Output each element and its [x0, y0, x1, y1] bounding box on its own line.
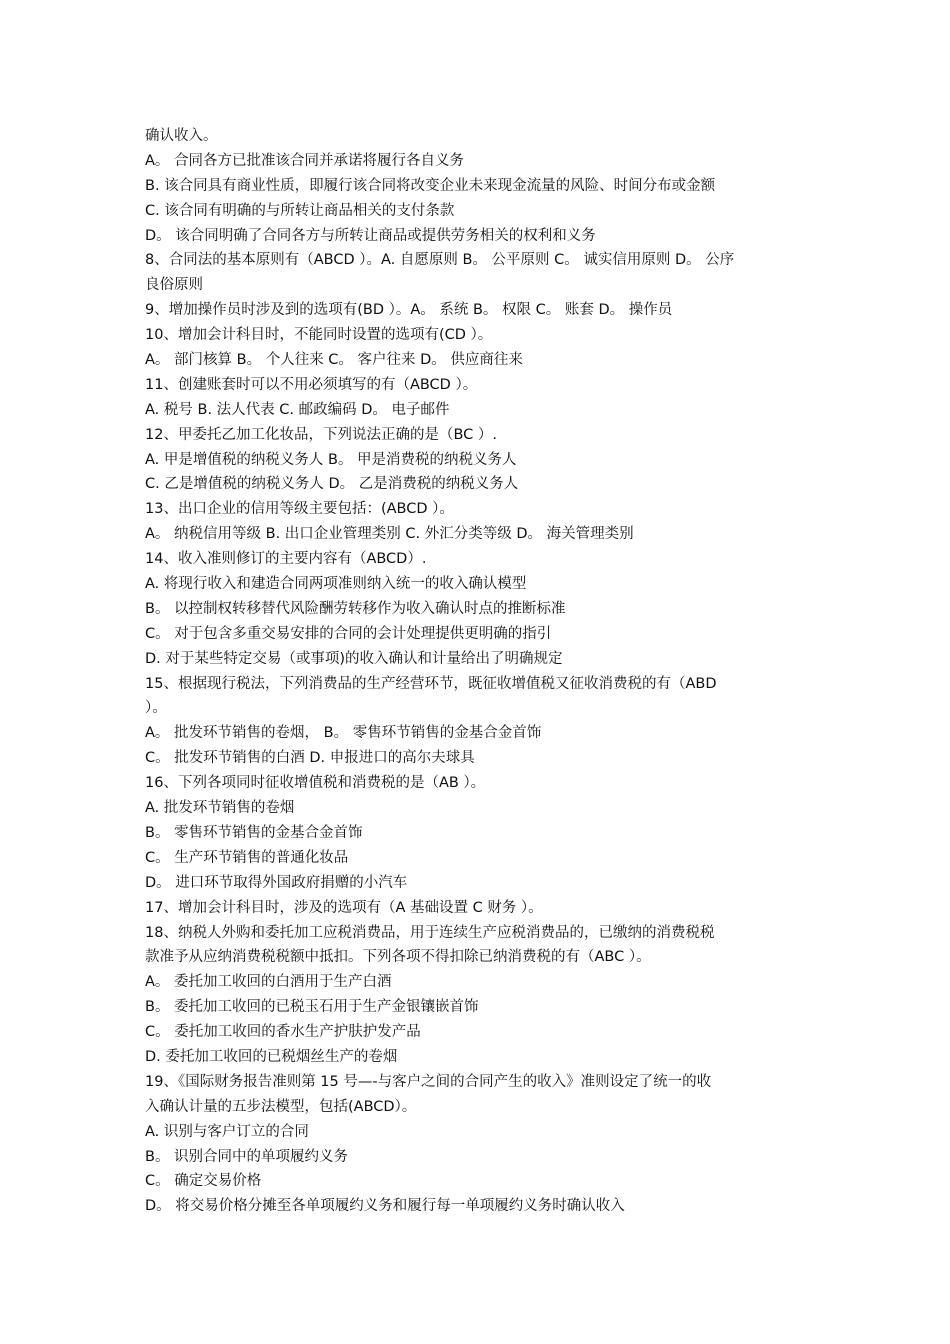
- text-line: C。 确定交易价格: [145, 1173, 262, 1190]
- text-line: A。 纳税信用等级 B. 出口企业管理类别 C. 外汇分类等级 D。 海关管理类别: [145, 526, 634, 543]
- text-line: 入确认计量的五步法模型，包括(ABCD）。: [145, 1098, 417, 1115]
- text-line: D。 将交易价格分摊至各单项履约义务和履行每一单项履约义务时确认收入: [145, 1198, 625, 1215]
- text-line: A。 合同各方已批准该合同并承诺将履行各自义务: [145, 152, 465, 169]
- text-line: C。 对于包含多重交易安排的合同的会计处理提供更明确的指引: [145, 625, 552, 642]
- text-line: B. 该合同具有商业性质，即履行该合同将改变企业未来现金流量的风险、时间分布或金额: [145, 177, 716, 194]
- text-line: D. 对于某些特定交易（或事项)的收入确认和计量给出了明确规定: [145, 650, 563, 667]
- text-line: A。 委托加工收回的白酒用于生产白酒: [145, 974, 392, 991]
- text-line: B。 以控制权转移替代风险酬劳转移作为收入确认时点的推断标准: [145, 600, 566, 617]
- text-line: B。 识别合同中的单项履约义务: [145, 1148, 349, 1165]
- text-line: 8、合同法的基本原则有（ABCD ）。A. 自愿原则 B。 公平原则 C。 诚实信用原则 D。 公序: [145, 252, 735, 269]
- text-line: 9、增加操作员时涉及到的选项有(BD ）。A。 系统 B。 权限 C。 账套 D。 操作员: [145, 302, 673, 319]
- text-line: A。 部门核算 B。 个人往来 C。 客户往来 D。 供应商往来: [145, 352, 523, 369]
- text-line: 款准予从应纳消费税税额中抵扣。下列各项不得扣除已纳消费税的有（ABC ）。: [145, 949, 651, 966]
- text-line: 良俗原则: [145, 277, 203, 294]
- text-line: 16、下列各项同时征收增值税和消费税的是（AB ）。: [145, 775, 486, 792]
- text-line: B。 委托加工收回的已税玉石用于生产金银镶嵌首饰: [145, 999, 479, 1016]
- text-line: 12、甲委托乙加工化妆品，下列说法正确的是（BC ）.: [145, 426, 497, 443]
- text-line: C. 乙是增值税的纳税义务人 D。 乙是消费税的纳税义务人: [145, 476, 519, 493]
- text-line: 15、根据现行税法，下列消费品的生产经营环节，既征收增值税又征收消费税的有（ABD: [145, 675, 717, 692]
- text-line: 14、收入准则修订的主要内容有（ABCD）.: [145, 551, 427, 568]
- text-line: A. 批发环节销售的卷烟: [145, 800, 295, 817]
- text-line: D。 进口环节取得外国政府捐赠的小汽车: [145, 874, 408, 891]
- text-line: 19、《国际财务报告准则第 15 号—-与客户之间的合同产生的收入》准则设定了统一的收: [145, 1073, 712, 1090]
- text-line: A. 甲是增值税的纳税义务人 B。 甲是消费税的纳税义务人: [145, 451, 517, 468]
- text-line: C。 生产环节销售的普通化妆品: [145, 849, 349, 866]
- text-line: D. 委托加工收回的已税烟丝生产的卷烟: [145, 1048, 398, 1065]
- text-line: A. 将现行收入和建造合同两项准则纳入统一的收入确认模型: [145, 576, 527, 593]
- text-line: 18、纳税人外购和委托加工应税消费品，用于连续生产应税消费品的，已缴纳的消费税税: [145, 924, 715, 941]
- text-line: ）。: [145, 700, 167, 717]
- text-line: A. 识别与客户订立的合同: [145, 1123, 309, 1140]
- text-line: A。 批发环节销售的卷烟， B。 零售环节销售的金基合金首饰: [145, 725, 542, 742]
- text-line: 11、创建账套时可以不用必须填写的有（ABCD ）。: [145, 376, 478, 393]
- text-line: C。 批发环节销售的白酒 D. 申报进口的高尔夫球具: [145, 750, 475, 767]
- text-line: 13、出口企业的信用等级主要包括：(ABCD ）。: [145, 501, 454, 518]
- text-line: 10、增加会计科目时，不能同时设置的选项有(CD ）。: [145, 327, 493, 344]
- text-line: C. 该合同有明确的与所转让商品相关的支付条款: [145, 202, 455, 219]
- text-line: 17、增加会计科目时，涉及的选项有（A 基础设置 C 财务 ）。: [145, 899, 543, 916]
- text-line: A. 税号 B. 法人代表 C. 邮政编码 D。 电子邮件: [145, 401, 450, 418]
- text-line: C。 委托加工收回的香水生产护肤护发产品: [145, 1024, 421, 1041]
- document-page: [145, 124, 805, 1219]
- text-line: 确认收入。: [145, 128, 218, 144]
- text-line: B。 零售环节销售的金基合金首饰: [145, 824, 363, 841]
- text-line: D。 该合同明确了合同各方与所转让商品或提供劳务相关的权利和义务: [145, 227, 596, 244]
